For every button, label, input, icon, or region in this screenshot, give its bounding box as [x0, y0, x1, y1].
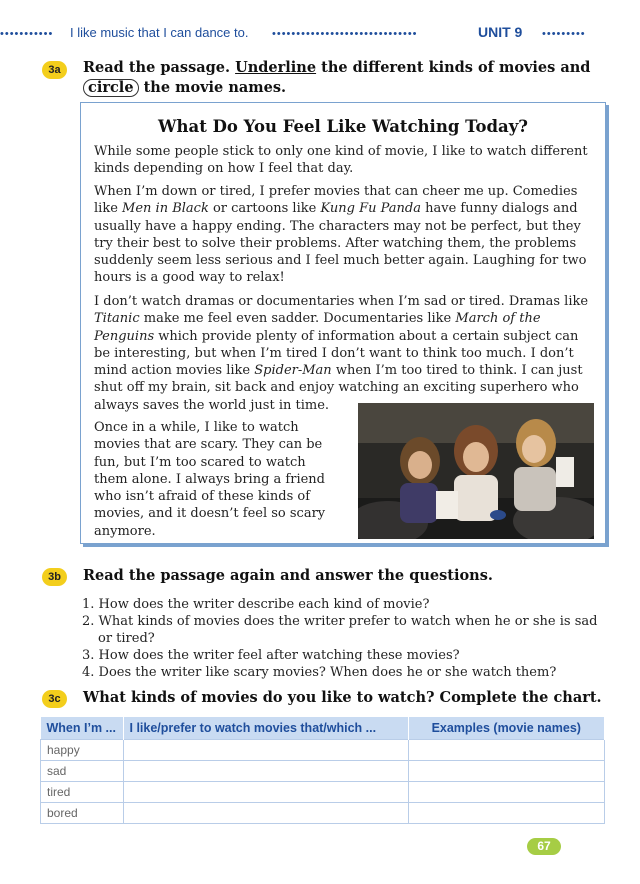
section-3c-badge: 3c	[42, 690, 67, 708]
unit-label: UNIT 9	[478, 24, 523, 40]
para-text: make me feel even sadder. Documentaries like	[139, 311, 456, 327]
header-examples: Examples (movie names)	[408, 717, 605, 740]
instr-text: the movie names.	[138, 79, 287, 96]
header-prefer: I like/prefer to watch movies that/which ...	[123, 717, 408, 740]
row-label: happy	[41, 740, 124, 761]
answer-cell-prefer[interactable]	[123, 740, 408, 761]
para-text: When I’m down or tired, I prefer movies that can cheer me up. Comedies like	[94, 184, 578, 217]
passage-paragraph-2	[94, 183, 594, 287]
answer-cell-prefer[interactable]	[123, 782, 408, 803]
passage-paragraph-1: While some people stick to only one kind of movie, I like to watch different kinds depending on how I feel that day.	[94, 144, 588, 177]
row-label: bored	[41, 803, 124, 824]
table-row	[41, 803, 605, 824]
answer-cell-examples[interactable]	[408, 782, 605, 803]
para-text: I don’t watch dramas or documentaries when I’m sad or tired. Dramas like	[94, 294, 589, 309]
passage-paragraph-3	[94, 293, 594, 414]
cinema-photo-illustration	[358, 403, 594, 539]
header-title: I like music that I can dance to.	[70, 25, 249, 40]
answer-cell-examples[interactable]	[408, 740, 605, 761]
cinema-girls-photo	[358, 403, 594, 539]
section-3b-badge: 3b	[42, 568, 67, 586]
movie-name: Titanic	[94, 311, 140, 327]
table-header-row	[41, 717, 605, 740]
movie-name: March of the Penguins	[94, 311, 541, 344]
page-header	[0, 24, 640, 44]
movie-name: Spider-Man	[254, 363, 332, 379]
instr-text: Read the passage.	[83, 59, 236, 76]
instr-underline-word: Underline	[235, 59, 317, 76]
section-3c-instruction: What kinds of movies do you like to watch? Complete the chart.	[83, 689, 602, 706]
para-text: have funny dialogs and usually have a happy ending. The characters may not be perfect, but they try their best to solve their problems. After watching them, the problems suddenly seem less serious and I feel much better again. Laughing for two hours is a good way to relax!	[94, 201, 587, 286]
question-item: 1. How does the writer describe each kind of movie?	[82, 597, 430, 612]
header-when: When I’m ...	[41, 717, 124, 740]
row-label: sad	[41, 761, 124, 782]
answer-cell-examples[interactable]	[408, 761, 605, 782]
section-3b-instruction: Read the passage again and answer the questions.	[83, 567, 493, 584]
question-item: 3. How does the writer feel after watching these movies?	[82, 648, 460, 663]
header-dots-middle: ••••••••••••••••••••••••••••••	[272, 28, 418, 40]
answer-cell-prefer[interactable]	[123, 803, 408, 824]
page-number: 67	[527, 838, 561, 855]
passage-title: What Do You Feel Like Watching Today?	[158, 117, 528, 136]
table-row	[41, 782, 605, 803]
movie-chart-table	[40, 717, 605, 824]
passage-paragraph-4: Once in a while, I like to watch movies that are scary. They can be fun, but I’m too scared to watch them alone. I always bring a friend who isn’t afraid of these kinds of movies, and it doesn’t feel so scary anymore.	[94, 420, 326, 539]
section-3a-instruction	[83, 58, 603, 98]
answer-cell-prefer[interactable]	[123, 761, 408, 782]
para-text: when I’m too tired to think. I can just shut off my brain, sit back and enjoy watching an exciting superhero who always saves the world just in time.	[94, 363, 583, 413]
table-row	[41, 761, 605, 782]
row-label: tired	[41, 782, 124, 803]
para-text: or cartoons like	[208, 201, 321, 217]
header-dots-left: •••••••••••	[0, 28, 54, 40]
movie-name: Kung Fu Panda	[320, 201, 421, 217]
para-text: which provide plenty of information about a certain subject can be interesting, but when I’m tired I don’t want to think too much. I don’t mind action movies like	[94, 328, 579, 379]
reading-passage-box	[80, 102, 606, 544]
question-item: 4. Does the writer like scary movies? When does he or she watch them?	[82, 665, 557, 680]
answer-cell-examples[interactable]	[408, 803, 605, 824]
instr-circle-word: circle	[83, 79, 139, 97]
instr-text: the different kinds of movies and	[316, 59, 591, 76]
table-row	[41, 740, 605, 761]
question-list	[82, 596, 602, 681]
section-3a-badge: 3a	[42, 61, 67, 79]
question-item: 2. What kinds of movies does the writer prefer to watch when he or she is sad or tired?	[82, 614, 598, 646]
header-dots-right: •••••••••	[542, 28, 586, 40]
movie-name: Men in Black	[122, 201, 209, 217]
